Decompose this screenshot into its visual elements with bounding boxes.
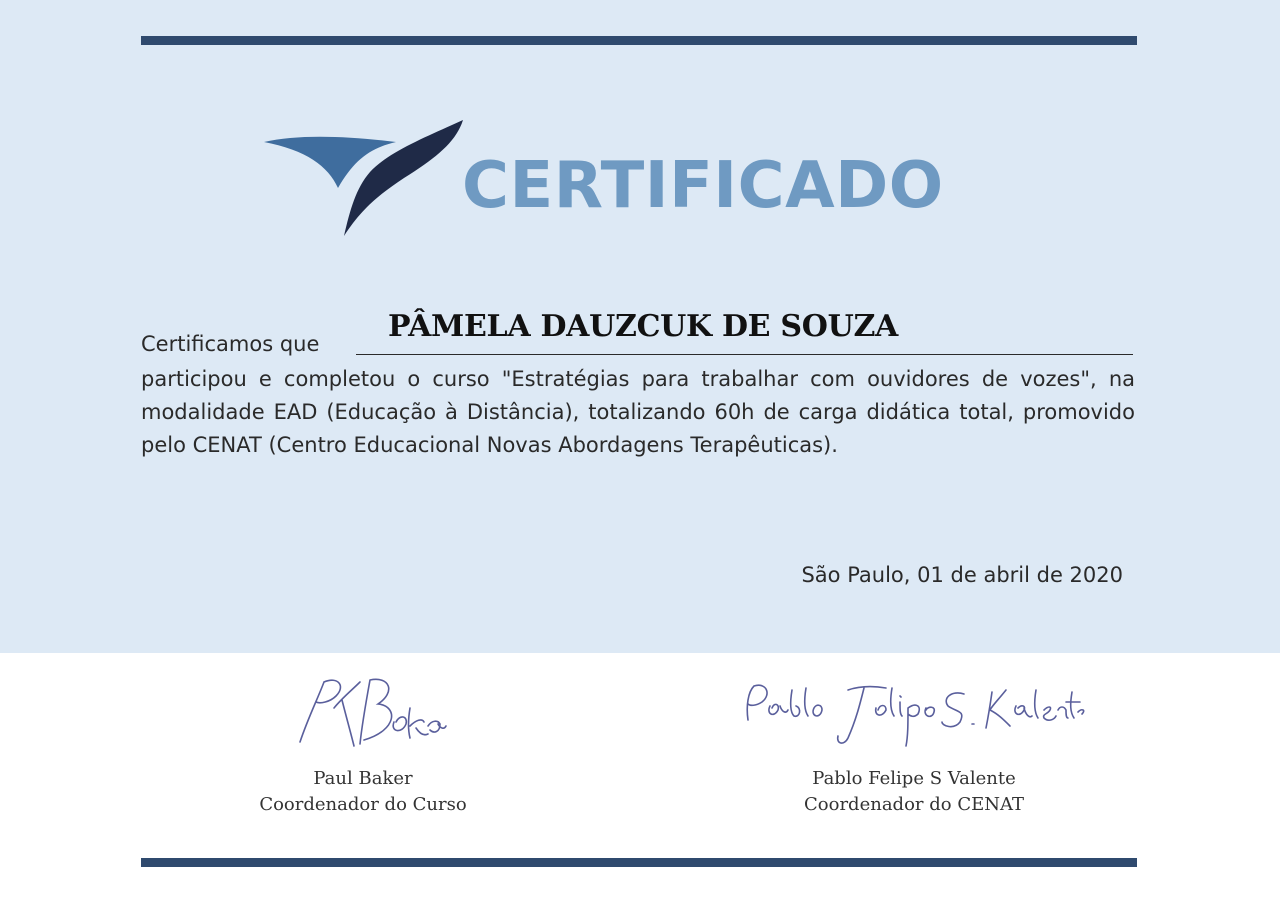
signer-name: Paul Baker — [313, 768, 413, 789]
certificate-body-text: participou e completou o curso "Estratégias para trabalhar com ouvidores de vozes", na modalidade EAD (Educação à Distância), totalizando 60h de carga didática total, promovido pelo CENAT (Centro Educacional Novas Abordagens Terapêuticas). — [141, 367, 1135, 457]
name-underline — [356, 354, 1133, 355]
recipient-name: PÂMELA DAUZCUK DE SOUZA — [388, 309, 899, 344]
signer-role: Coordenador do Curso — [259, 794, 467, 815]
signature-block-right — [764, 766, 1064, 818]
certificate-title: CERTIFICADO — [462, 149, 944, 223]
signer-role: Coordenador do CENAT — [804, 794, 1024, 815]
intro-text: Certificamos que — [141, 332, 320, 356]
signer-name: Pablo Felipe S Valente — [812, 768, 1016, 789]
top-border-bar — [141, 36, 1137, 45]
signature-block-left — [213, 766, 513, 818]
bird-wings-icon — [258, 116, 468, 241]
issue-date: São Paulo, 01 de abril de 2020 — [801, 563, 1123, 587]
signature-paul-baker — [290, 668, 450, 756]
bottom-border-bar — [141, 858, 1137, 867]
signature-pablo-valente — [736, 676, 1086, 756]
